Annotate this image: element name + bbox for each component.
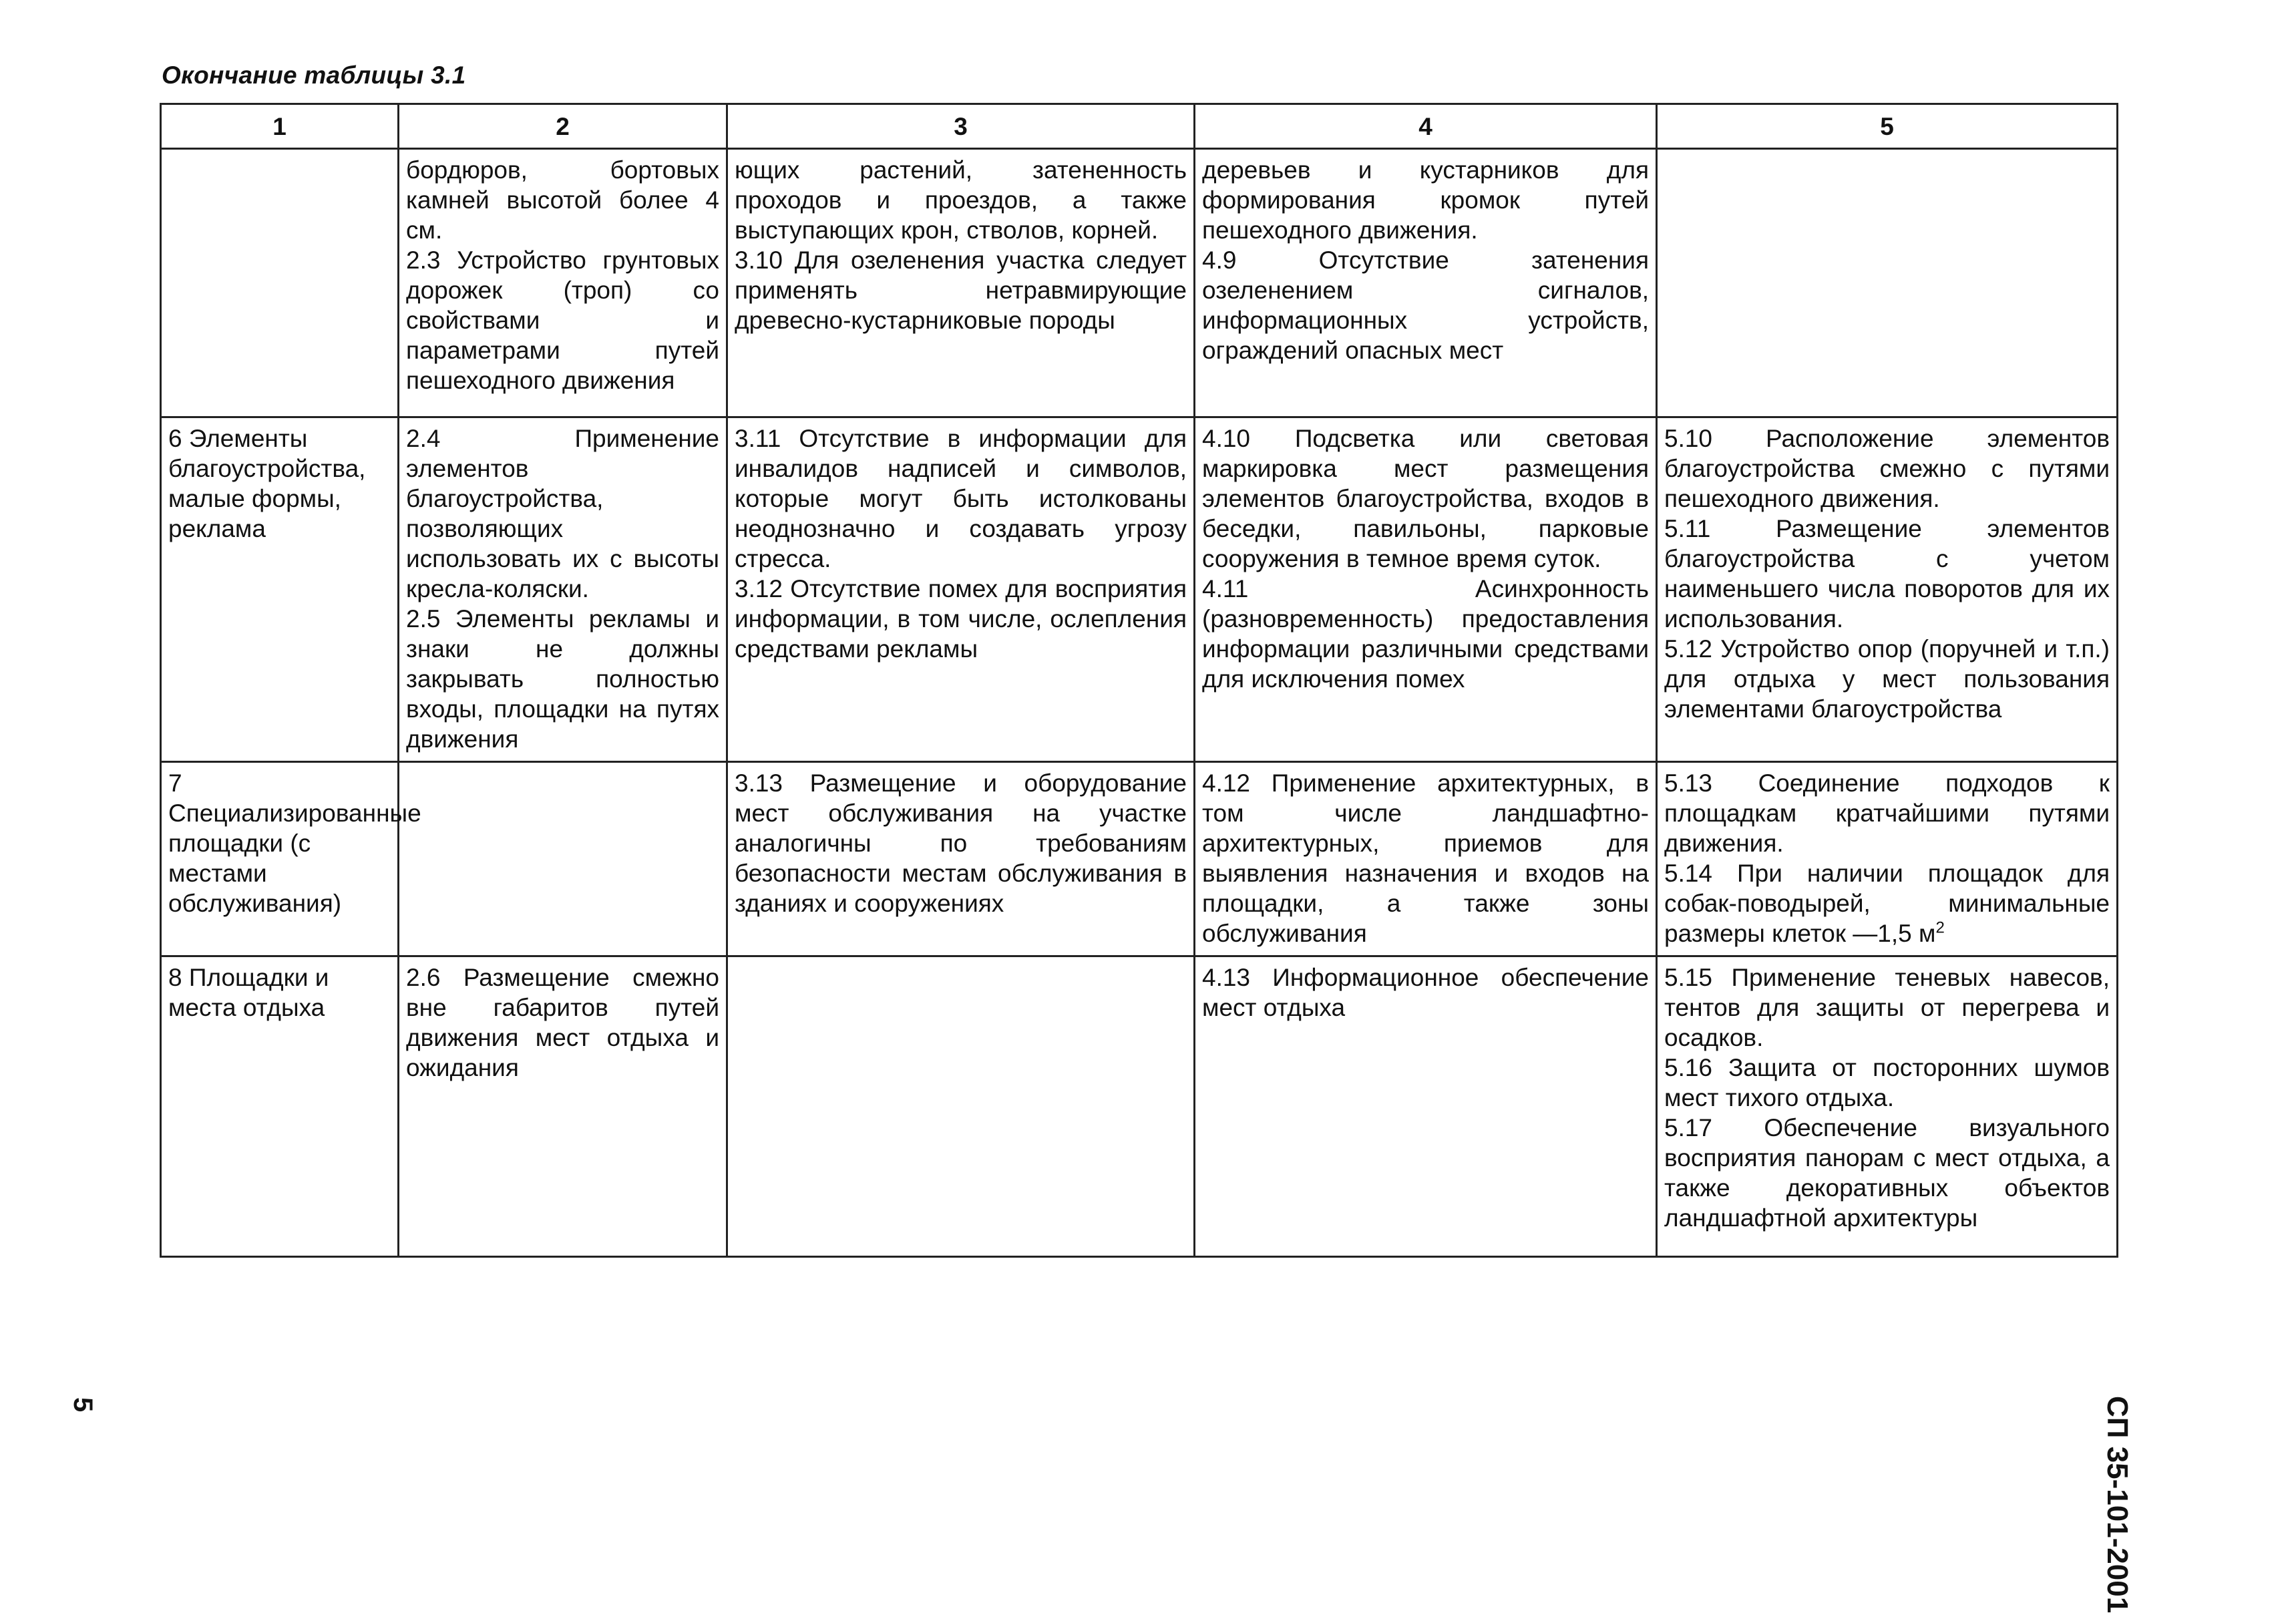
table-row — [161, 956, 2118, 1257]
cell-paragraph: 3.10 Для озеленения участка следует применять нетравмирующие древесно-кустарниковые породы — [735, 246, 1187, 334]
table-cell — [399, 417, 727, 762]
table-cell — [1195, 149, 1657, 417]
table-cell — [1657, 762, 2118, 956]
cell-paragraph: 3.13 Размещение и оборудование мест обслуживания на участке аналогичны по требованиям безопасности местам обслуживания в зданиях и сооружениях — [735, 769, 1187, 917]
cell-paragraph: 5.17 Обеспечение визуального восприятия панорам с мест отдыха, а также декоративных объектов ландшафтной архитектуры — [1664, 1114, 2110, 1232]
cell-paragraph: 2.3 Устройство грунтовых дорожек (троп) со свойствами и параметрами путей пешеходного движения — [406, 246, 719, 394]
table-row — [161, 762, 2118, 956]
column-header: 4 — [1195, 104, 1657, 149]
cell-paragraph: 3.12 Отсутствие помех для восприятия информации, в том числе, ослепления средствами рекламы — [735, 575, 1187, 663]
cell-paragraph: 2.5 Элементы рекламы и знаки не должны закрывать полностью входы, площадки на путях движения — [406, 605, 719, 753]
table-cell — [1195, 956, 1657, 1257]
cell-paragraph: 4.11 Асинхронность (разновременность) предоставления информации различными средствами для исключения помех — [1202, 575, 1649, 693]
table-cell — [399, 762, 727, 956]
column-header: 5 — [1657, 104, 2118, 149]
table-cell — [727, 417, 1195, 762]
cell-paragraph: 2.4 Применение элементов благоустройства, позволяющих использовать их с высоты кресла-коляски. — [406, 425, 719, 602]
cell-paragraph: 4.13 Информационное обеспечение мест отдыха — [1202, 964, 1649, 1021]
cell-paragraph: 4.10 Подсветка или световая маркировка мест размещения элементов благоустройства, входов в беседки, павильоны, парковые сооружения в темное время суток. — [1202, 425, 1649, 572]
cell-paragraph: бордюров, бортовых камней высотой более 4 см. — [406, 156, 719, 244]
cell-paragraph: 4.9 Отсутствие затенения озеленением сигналов, информационных устройств, ограждений опасных мест — [1202, 246, 1649, 364]
table-cell — [727, 762, 1195, 956]
cell-paragraph: 5.11 Размещение элементов благоустройства с учетом наименьшего числа поворотов для их использования. — [1664, 515, 2110, 633]
table-cell — [727, 149, 1195, 417]
cell-paragraph: 5.12 Устройство опор (поручней и т.п.) для отдыха у мест пользования элементами благоустройства — [1664, 635, 2110, 723]
row-title: 7 Специализированные площадки (с местами обслуживания) — [168, 769, 421, 917]
cell-paragraph: 4.12 Применение архитектурных, в том числе ландшафтно-архитектурных, приемов для выявления назначения и входов на площадки, а также зоны обслуживания — [1202, 769, 1649, 947]
table-cell — [399, 149, 727, 417]
table-cell — [161, 956, 399, 1257]
table-row — [161, 149, 2118, 417]
column-header: 3 — [727, 104, 1195, 149]
column-header: 2 — [399, 104, 727, 149]
page-number: 5 — [68, 1397, 98, 1413]
table-cell — [161, 149, 399, 417]
table-header-row — [161, 104, 2118, 149]
row-title: 8 Площадки и места отдыха — [168, 964, 329, 1021]
cell-paragraph: 5.10 Расположение элементов благоустройства смежно с путями пешеходного движения. — [1664, 425, 2110, 512]
table-cell — [727, 956, 1195, 1257]
cell-paragraph: 3.11 Отсутствие в информации для инвалидов надписей и символов, которые могут быть истолкованы неоднозначно и создавать угрозу стресса. — [735, 425, 1187, 572]
table-cell — [1195, 417, 1657, 762]
cell-paragraph: 2.6 Размещение смежно вне габаритов путей движения мест отдыха и ожидания — [406, 964, 719, 1081]
superscript: 2 — [1935, 918, 1945, 937]
cell-paragraph: 5.15 Применение теневых навесов, тентов для защиты от перегрева и осадков. — [1664, 964, 2110, 1051]
table-cell — [1657, 417, 2118, 762]
table-cell — [1195, 762, 1657, 956]
table-cell — [399, 956, 727, 1257]
table-cell — [1657, 956, 2118, 1257]
row-title: 6 Элементы благоустройства, малые формы, реклама — [168, 425, 366, 542]
cell-paragraph — [1664, 858, 2110, 948]
requirements-table — [160, 103, 2118, 1258]
cell-paragraph: 5.16 Защита от посторонних шумов мест тихого отдыха. — [1664, 1054, 2110, 1111]
cell-paragraph: ющих растений, затененность проходов и проездов, а также выступающих крон, стволов, корней. — [735, 156, 1187, 244]
table-caption: Окончание таблицы 3.1 — [162, 61, 466, 89]
table-row — [161, 417, 2118, 762]
column-header: 1 — [161, 104, 399, 149]
table-cell — [1657, 149, 2118, 417]
document-code: СП 35-101-2001 — [2101, 1396, 2134, 1613]
cell-paragraph-text: 5.14 При наличии площадок для собак-поводырей, минимальные размеры клеток —1,5 м — [1664, 860, 2110, 947]
cell-paragraph: 5.13 Соединение подходов к площадкам кратчайшими путями движения. — [1664, 769, 2110, 857]
table-cell — [161, 762, 421, 956]
cell-paragraph: деревьев и кустарников для формирования кромок путей пешеходного движения. — [1202, 156, 1649, 244]
table-cell — [161, 417, 399, 762]
